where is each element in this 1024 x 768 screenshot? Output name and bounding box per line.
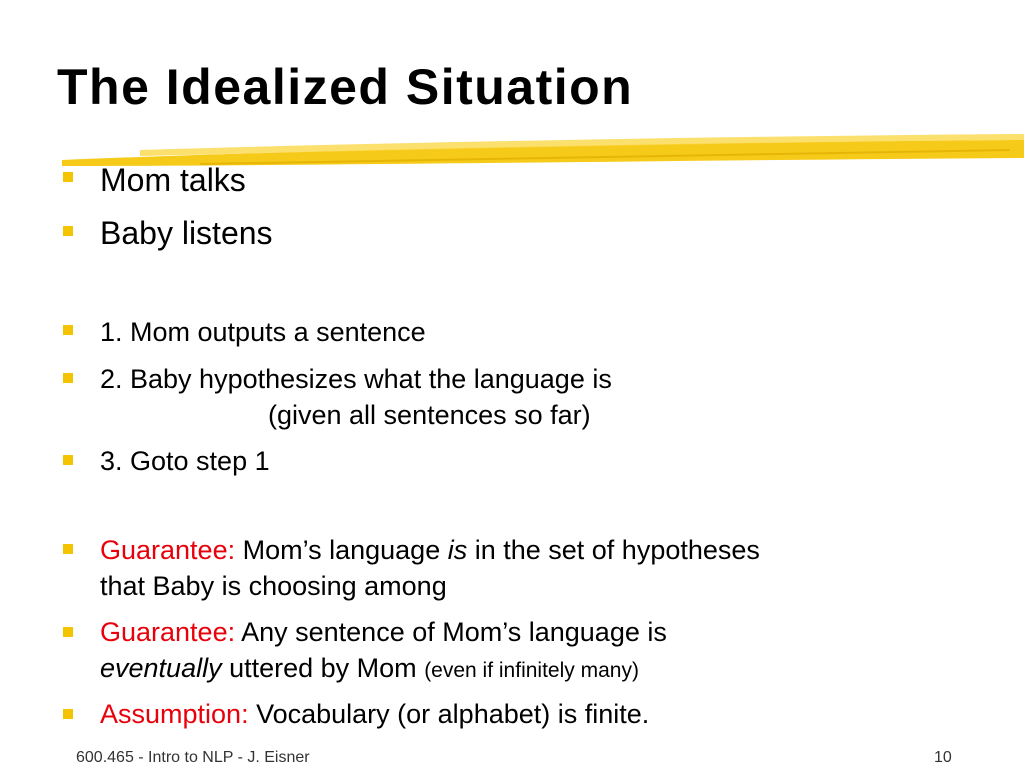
bullet-guarantee-2-line2 <box>100 652 639 687</box>
bullet-guarantee-2 <box>100 616 667 648</box>
assumption-label: Assumption: <box>100 699 249 729</box>
title-underline-brushstroke <box>0 0 1024 170</box>
guarantee-text: Mom’s language <box>235 535 448 565</box>
bullet-baby-listens: Baby listens <box>100 215 273 251</box>
guarantee-note: (even if infinitely many) <box>424 659 639 682</box>
bullet-step-1: 1. Mom outputs a sentence <box>100 317 426 347</box>
assumption-text: Vocabulary (or alphabet) is finite. <box>248 699 650 729</box>
bullet-marker <box>63 373 73 383</box>
bullet-marker <box>63 325 73 335</box>
bullet-marker <box>63 544 73 554</box>
bullet-assumption <box>100 698 649 730</box>
bullet-step-2-continuation: (given all sentences so far) <box>268 400 591 430</box>
bullet-guarantee-1 <box>100 534 760 566</box>
bullet-marker <box>63 627 73 637</box>
guarantee-label: Guarantee: <box>100 535 236 565</box>
guarantee-label: Guarantee: <box>100 617 236 647</box>
bullet-marker <box>63 709 73 719</box>
bullet-step-3: 3. Goto step 1 <box>100 446 270 476</box>
footer-course: 600.465 - Intro to NLP - J. Eisner <box>76 749 310 766</box>
bullet-marker <box>63 226 73 236</box>
slide-title: The Idealized Situation <box>57 59 634 115</box>
bullet-mom-talks: Mom talks <box>100 162 246 198</box>
guarantee-emphasis: eventually <box>100 653 222 683</box>
bullet-guarantee-1-line2: that Baby is choosing among <box>100 571 447 601</box>
guarantee-text-rest: in the set of hypotheses <box>467 535 760 565</box>
footer-page-number: 10 <box>934 749 952 766</box>
guarantee-text: Any sentence of Mom’s language is <box>235 617 667 647</box>
guarantee-emphasis: is <box>447 535 468 565</box>
bullet-step-2: 2. Baby hypothesizes what the language is <box>100 364 612 394</box>
guarantee-text-rest: uttered by Mom <box>221 653 425 683</box>
bullet-marker <box>63 455 73 465</box>
bullet-marker <box>63 172 73 182</box>
